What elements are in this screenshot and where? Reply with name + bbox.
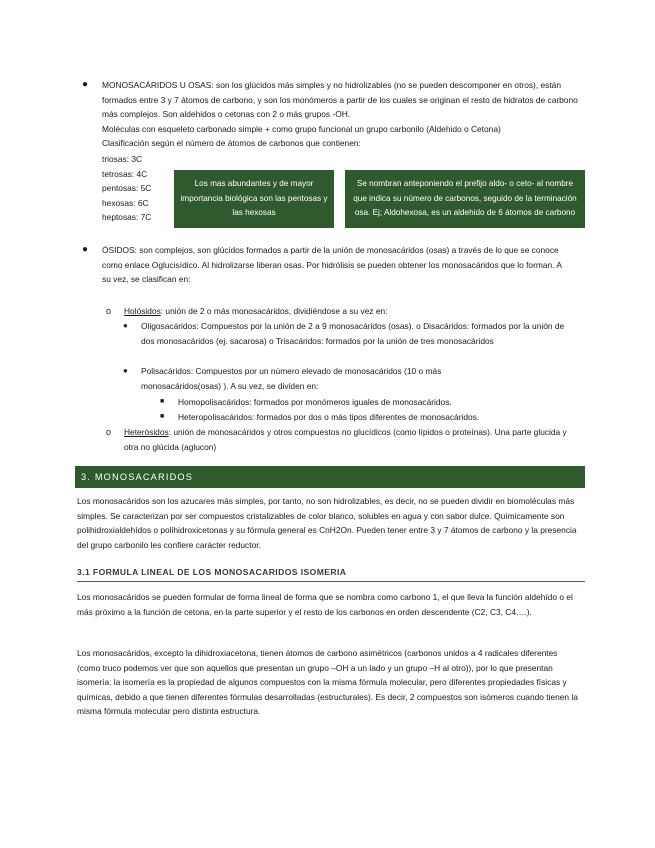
list-item: hexosas: 6C [102, 197, 149, 208]
section-heading: 3. MONOSACARIDOS [75, 466, 585, 488]
subsection-paragraph-1: Los monosacáridos se pueden formular de forma lineal de forma que se nombra como carbono 1, el que lleva la función aldehído o el más próximo a la función de cetona, en la parte superior y el resto de los carbonos en orden descendente (C2, C3, C4….). [77, 592, 573, 617]
poli-item [141, 364, 511, 393]
mono-text: : son los glúcidos más simples y no hidrolizables (no se pueden descomponer en otros), están formados entre 3 y 7 átomos de carbono, y son los monómeros a partir de los cuales se originan el resto de hidratos de carbono más complejos. Son aldehidos o cetonas con 2 o más grupos -OH. [102, 80, 578, 120]
bullet-dot: ● [82, 79, 89, 90]
square-bullet: ■ [160, 398, 165, 405]
poli-label: Polisacáridos [141, 366, 191, 376]
holosidos-item [124, 304, 574, 319]
oligo-label: Oligosacáridos [141, 321, 197, 331]
circle-bullet: o [106, 306, 112, 316]
list-item: tetrosas: 4C [102, 168, 148, 179]
list-item: pentosas: 5C [102, 183, 152, 194]
carbon-list [102, 152, 182, 225]
square-bullet: ■ [160, 413, 165, 420]
poli-text: : Compuestos por un número elevado de monosacáridos (10 o más monosacáridos(osas) ). A su vez, se dividen en: [141, 366, 442, 391]
subsection-paragraph-2: Los monosacáridos, excepto la dihidroxiacetona, tienen átomos de carbono asimétricos (carbonos unidos a 4 radicales diferentes (como truco podemos ver que son aquellos que presentan un grupo –OH a un lado y un grupo –H al otro)), por lo que presentan isomería: la isomería es la propiedad de algunos compuestos con la misma fórmula molecular, pero diferentes propiedades físicas y químicas, debido a que tienen diferentes fórmulas desarrolladas (estructurales). Es decir, 2 compuestos son isómeros cuando tienen la misma fórmula molecular pero distinta estructura. [77, 648, 578, 717]
heterosidos-label: Heterósidos [124, 427, 169, 437]
holosidos-text: : unión de 2 o más monosacáridos, dividiéndose a su vez en: [160, 306, 388, 316]
bullet-dot: ● [123, 366, 128, 375]
mono-line3: Clasificación según el número de átomos de carbonos que contienen: [102, 138, 361, 149]
bullet-dot: ● [82, 244, 89, 255]
oligo-text: : Compuestos por la unión de 2 a 9 monosacáridos (osas). o Disacáridos: formados por la unión de dos monosacáridos (ej. sacarosa) o Trisacáridos: formados por la unión de tres monosacáridos [141, 321, 565, 346]
hetero-poly-item: Heteropolisacáridos: formados por dos o más tipos diferentes de monosacáridos. [178, 412, 480, 422]
heterosidos-item [124, 425, 580, 454]
osidos-text: : son complejos, son glúcidos formados a partir de la unión de monosacáridos (osas) a través de lo que se conoce como enlace Oglucisídico. Al hidrolizarse liberan osas. Por hidrólisis se pueden obtener los monosacáridos que lo forman. A su vez, se clasifican en: [102, 245, 562, 285]
info-box-abundance: Los mas abundantes y de mayor importancia biológica son las pentosas y las hexosas [174, 170, 334, 228]
section-paragraph: Los monosacáridos son los azucares más simples, por tanto, no son hidrolizables, es decir, no se pueden dividir en biomoléculas más simples. Se caracterizan por ser compuestos cristalizables de color blanco, solubles en agua y con sabor dulce. Químicamente son polihidroxialdehídos o polihidroxicetonas y su fórmula general es CnH2On. Pueden tener entre 3 y 7 átomos de carbono y la presencia del grupo carbonilo les confiere carácter reductor. [77, 496, 577, 550]
homo-item: Homopolisacáridos: formados por monómeros iguales de monosacáridos. [178, 397, 452, 407]
mono-title: MONOSACÁRIDOS U OSAS [102, 80, 212, 90]
osidos-title: ÓSIDOS [102, 245, 135, 255]
info-box-naming: Se nombran anteponiendo el prefijo aldo- o ceto- al nombre que indica su número de carbonos, seguido de la terminación osa. Ej; Aldohexosa, es un aldehido de 6 átomos de carbono [345, 170, 585, 228]
list-item: heptosas: 7C [102, 212, 152, 223]
circle-bullet: o [106, 427, 112, 437]
subsection-heading: 3.1 FORMULA LINEAL DE LOS MONOSACARIDOS ISOMERIA [77, 565, 585, 582]
mono-paragraph [102, 78, 582, 151]
holosidos-label: Holósidos [124, 306, 161, 316]
mono-line2: Moléculas con esqueleto carbonado simple + como grupo funcional un grupo carbonilo (Aldehido o Cetona) [102, 123, 501, 134]
oligo-item [141, 319, 571, 348]
heterosidos-text: : unión de monosacáridos y otros compuestos no glucídicos (como lípidos o proteínas). Una parte glucida y otra no glúcida (aglucon) [124, 427, 567, 452]
bullet-dot: ● [123, 321, 128, 330]
osidos-paragraph [102, 243, 572, 287]
list-item: triosas: 3C [102, 154, 143, 164]
